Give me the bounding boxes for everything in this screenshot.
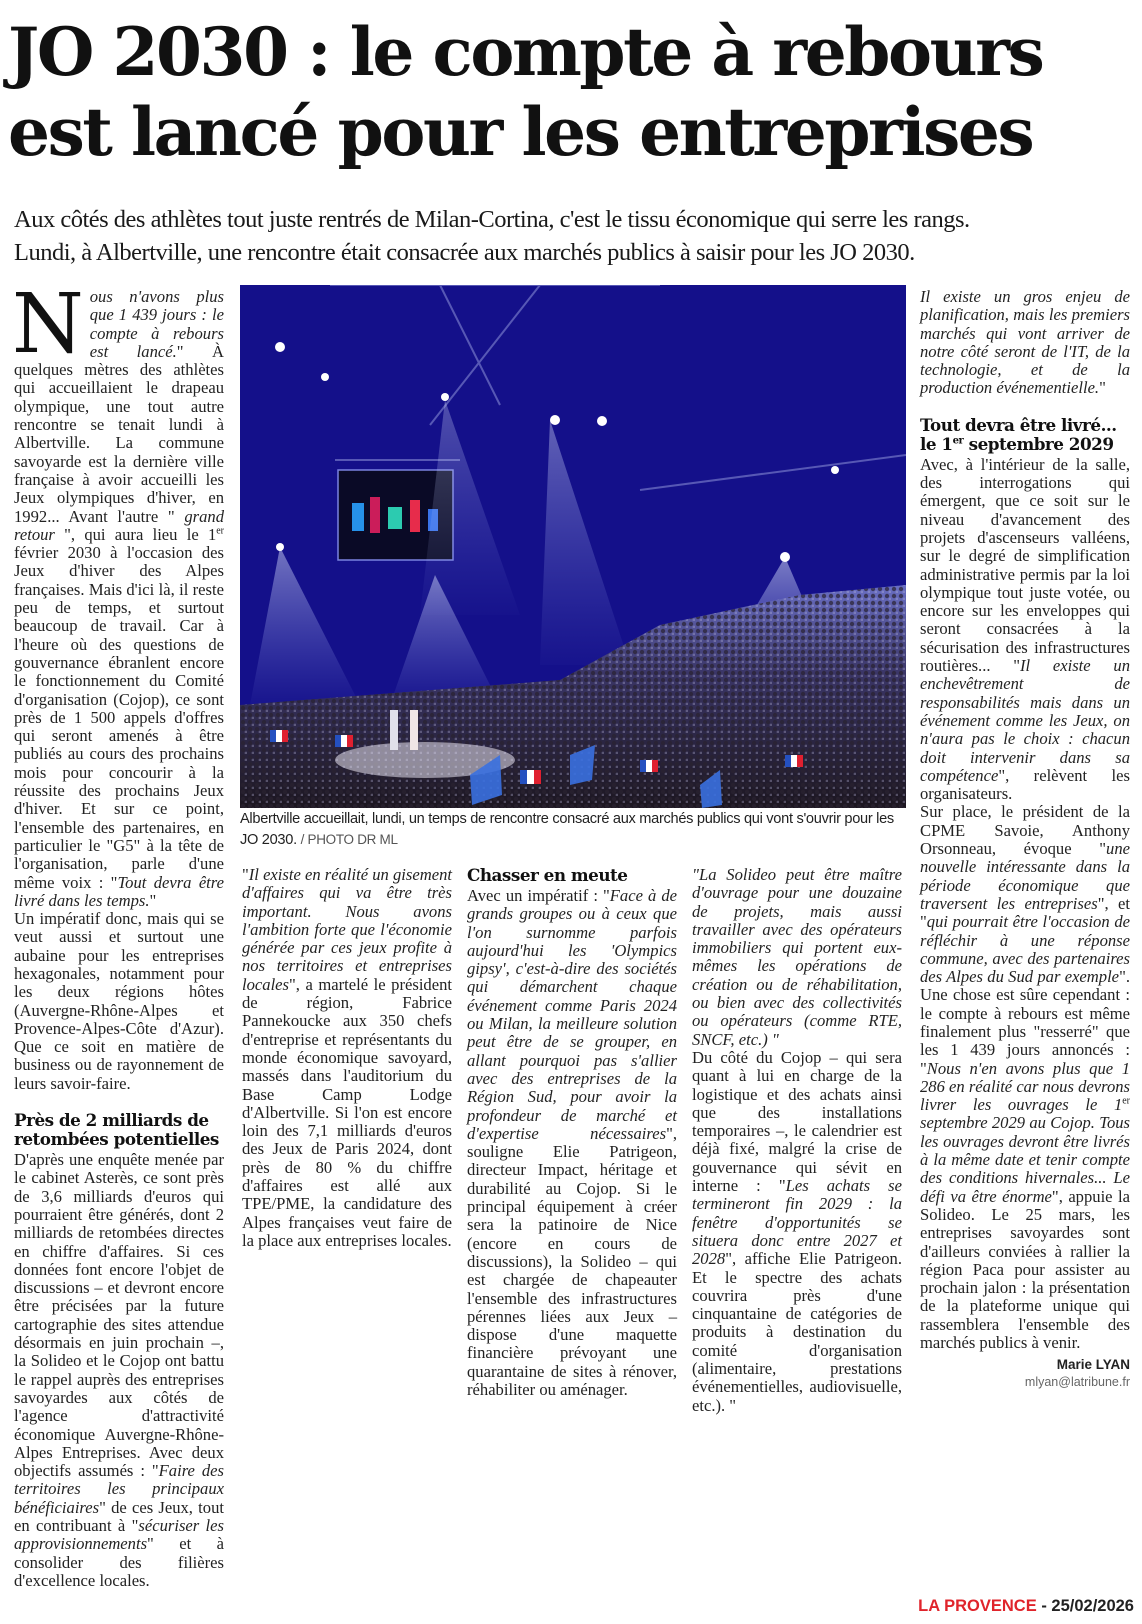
subhead-retombees: Près de 2 milliards de retombées potentielles	[14, 1110, 219, 1150]
paragraph-quote-pannekoucke: "Il existe en réalité un gisement d'affaires qui va être très important. Nous avons l'ambition forte que l'économie générée par ces jeux profite à nos territoires et entreprises locales", a martelé le président de région, Fabrice Pannekoucke aux 350 chefs d'entreprise et représentants du monde économique savoyard, massés dans l'auditorium du Base Camp Lodge d'Albertville. Si l'on est encore loin des 7,1 milliards d'euros des Jeux de Paris 2024, dont près de 80 % du chiffre d'affaires est allé aux TPE/PME, la candidature des Alpes françaises veut faire de la place aux entreprises locales.	[242, 865, 452, 1250]
subhead-tout-devra-etre-livre: Tout devra être livré... le 1er septembre 2029	[920, 414, 1117, 454]
publication-name: LA PROVENCE	[918, 1597, 1037, 1615]
author-name: Marie LYAN	[1056, 1357, 1130, 1372]
event-photo	[240, 285, 906, 808]
subhead-chasser-en-meute: Chasser en meute	[467, 865, 628, 885]
source-line	[918, 1596, 1134, 1616]
paragraph: Avec, à l'intérieur de la salle, des interrogations qui émergent, que ce soit sur le niveau d'avancement des projets d'ascenseurs valléens, sur le degré de simplification administrative permis par la loi olympique tout juste votée, ou encore sur les enveloppes qui seront consacrées à la sécurisation des infrastructures routières... "Il existe un enchevêtrement de responsabilités mais dans un événement comme les Jeux, on n'aura pas le choix : chacun doit intervenir dans sa compétence", relèvent les organisateurs.	[920, 454, 1130, 804]
author-email[interactable]: mlyan@latribune.fr	[1024, 1375, 1130, 1389]
headline	[8, 12, 1138, 172]
headline-line-1: JO 2030 : le compte à rebours	[8, 13, 1043, 91]
paragraph: Il existe un gros enjeu de planification, mais les premiers marchés qui vont arriver de notre côté seront de l'IT, de la technologie, et de la production événementielle."	[920, 287, 1130, 398]
standfirst-line-2: Lundi, à Albertville, une rencontre était consacrée aux marchés publics à saisir pour les JO 2030.	[14, 239, 915, 266]
standfirst-line-1: Aux côtés des athlètes tout juste rentrés de Milan-Cortina, c'est le tissu économique qui serre les rangs.	[14, 206, 970, 233]
dropcap: N	[12, 277, 84, 372]
paragraph: Un impératif donc, mais qui se veut aussi et surtout une aubaine pour les entreprises hexagonales, notamment pour les deux régions hôtes (Auvergne-Rhône-Alpes et Provence-Alpes-Côte d'Azur). Que ce soit en matière de business ou de rayonnement de leurs savoir-faire.	[14, 909, 224, 1093]
paragraph: "La Solideo peut être maître d'ouvrage pour une douzaine de projets, mais aussi travailler avec des opérateurs immobiliers qui portent eux-mêmes les opérations de création ou de réhabilitation, ou bien avec des collectivités ou opérateurs (comme RTE, SNCF, etc.) "	[692, 865, 902, 1049]
article-column-5	[920, 288, 1130, 1352]
stage-person	[390, 710, 398, 750]
photo-caption	[240, 810, 906, 850]
article-column-2	[242, 866, 452, 1250]
paragraph: Sur place, le président de la CPME Savoie, Anthony Orsonneau, évoque "une nouvelle intéressante dans la période économique que traversent les entreprises", et "qui pourrait être l'occasion de réfléchir à une réponse commune, avec des partenaires des Alpes du Sud par exemple". Une chose est sûre cependant : le compte à rebours est même finalement plus "resserré" que les 1 439 jours annoncés : "Nous n'en avons plus que 1 286 en réalité car nous devrons livrer les ouvrages le 1er septembre 2029 au Cojop. Tous les ouvrages devront être livrés à la même date et tenir compte des conditions hivernales... Le défi va être énorme", appuie la Solideo. Le 25 mars, les entreprises savoyardes sont d'ailleurs conviées à rallier la région Paca pour assister au prochain jalon : la présentation de la plateforme unique qui rassemblera l'ensemble des marchés publics à venir.	[920, 802, 1131, 1353]
headline-line-2: est lancé pour les entreprises	[8, 93, 1033, 171]
article-column-4	[692, 866, 902, 1415]
caption-text: Albertville accueillait, lundi, un temps de rencontre consacré aux marchés publics qui vont s'ouvrir pour les JO 2030.	[240, 811, 894, 848]
photo-credit: / PHOTO DR ML	[300, 831, 398, 847]
standfirst	[14, 203, 1139, 269]
publication-date: 25/02/2026	[1051, 1597, 1134, 1615]
paragraph: Avec un impératif : "Face à de grands groupes ou à ceux que l'on surnomme parfois aujourd'hui les 'Olympics gipsy', c'est-à-dire des sociétés qui démarchent chaque événement comme Paris 2024 ou Milan, la meilleure solution peut être de se grouper, en allant pourquoi pas s'allier avec des entreprises de la Région Sud, pour avoir la profondeur de marché et d'expertise nécessaires", souligne Elie Patrigeon, directeur Impact, héritage et durabilité au Cojop. Si le principal équipement à créer sera la patinoire de Nice (encore en cours de discussions), la Solideo – qui est chargée de chapeauter l'ensemble des infrastructures pérennes liées aux Jeux – dispose d'une maquette financière prévoyant une quarantaine de sites à rénover, réhabiliter ou aménager.	[467, 886, 678, 1400]
byline	[920, 1356, 1130, 1391]
photo-illustration	[240, 285, 906, 808]
article-column-3	[467, 866, 677, 1399]
paragraph-intro: Nous n'avons plus que 1 439 jours : le compte à rebours est lancé." À quelques mètres des athlètes qui accueillaient le drapeau olympique, une tout autre rencontre se tenait lundi à Albertville. La commune savoyarde est la dernière ville française à avoir accueilli les Jeux olympiques d'hiver, en 1992... Avant l'autre " grand retour ", qui aura lieu le 1er février 2030 à l'occasion des Jeux d'hiver des Alpes françaises. Mais d'ici là, il reste peu de temps, et surtout beaucoup de travail. Car à l'heure où des questions de gouvernance ébranlent encore le fonctionnement du Comité d'organisation (Cojop), ce sont près de 1 500 appels d'offres qui seront amenés à être publiés au cours des prochains mois pour concourir à la réussite des prochains Jeux d'hiver. Et sur ce point, l'ensemble des partenaires, en particulier le "G5" à la tête de l'organisation, parle d'une même voix : "Tout devra être livré dans les temps."	[12, 277, 225, 910]
paragraph: Du côté du Cojop – qui sera quant à lui en charge de la logistique et des achats ainsi que des installations temporaires –, le calendrier est déjà fixé, malgré la crise de gouvernance qui sévit en interne : "Les achats se termineront fin 2029 : la fenêtre d'opportunités se situera donc entre 2027 et 2028", affiche Elie Patrigeon. Et le spectre des achats couvrira près d'une cinquantaine de catégories de produits à destination du comité d'organisation (alimentaire, prestations événementielles, audiovisuelle, etc.). "	[692, 1047, 902, 1415]
paragraph: D'après une enquête menée par le cabinet Asterès, ce sont près de 3,6 milliards d'euros qui pourraient être générés, dont 2 milliards de retombées directes en chiffre d'affaires. Si ces données font encore l'objet de discussions – et devront encore être précisées par la future cartographie des sites attendue désormais en juin prochain –, la Solideo et le Cojop ont battu le rappel auprès des entreprises savoyardes aux côtés de l'agence d'attractivité économique Auvergne-Rhône-Alpes Entreprises. Avec deux objectifs assumés : "Faire des territoires les principaux bénéficiaires" de ces Jeux, tout en contribuant à "sécuriser les approvisionnements" et à consolider des filières d'excellence locales.	[14, 1150, 224, 1590]
source-separator: -	[1036, 1597, 1052, 1615]
stage-person	[410, 710, 418, 750]
article-column-1	[12, 277, 225, 1590]
